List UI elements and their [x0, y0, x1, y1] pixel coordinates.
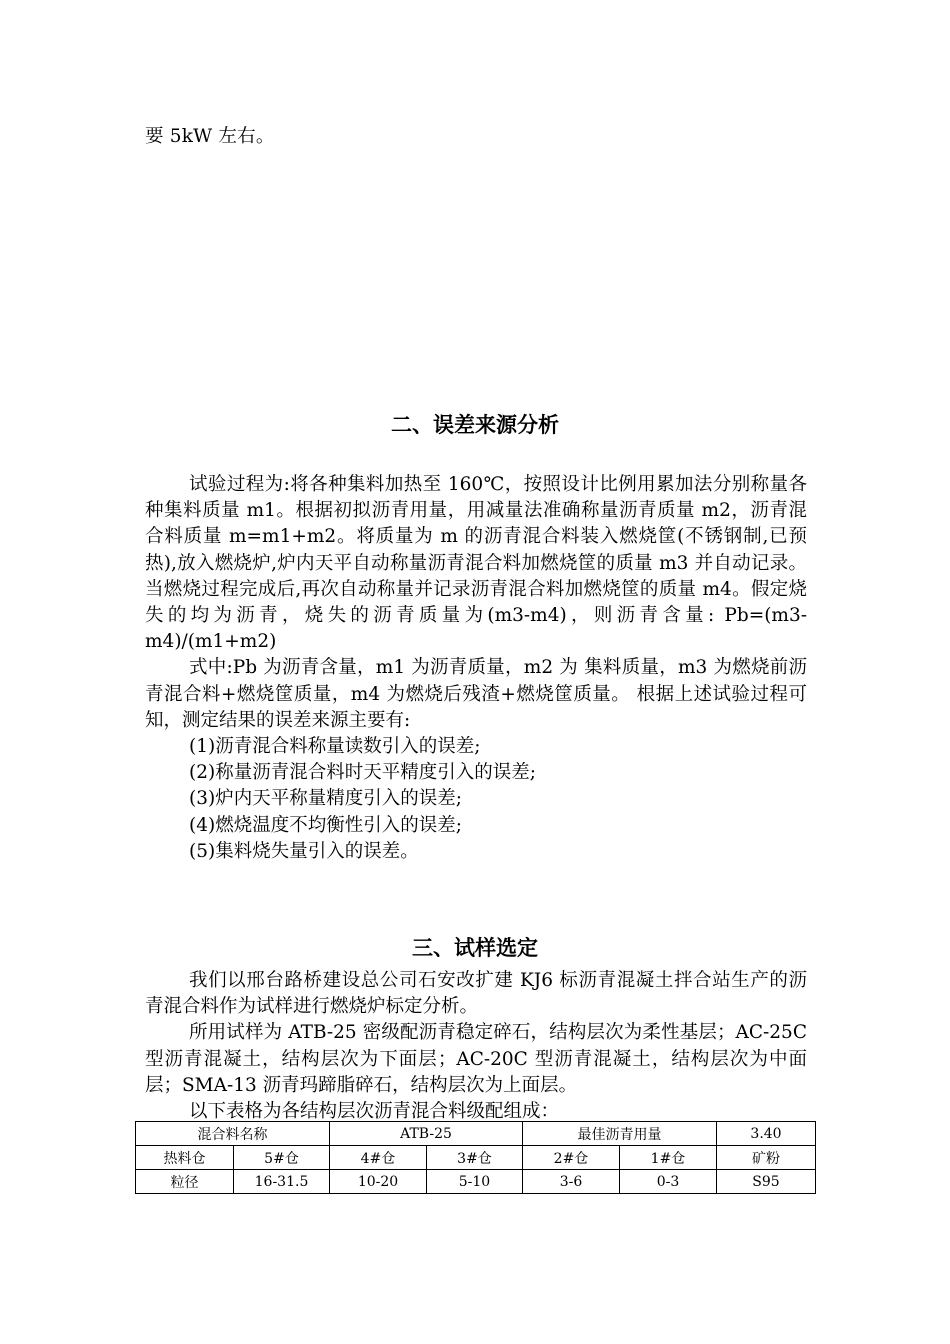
mix-name-label-cell: 混合料名称: [136, 1122, 330, 1146]
table-cell: 4#仓: [330, 1146, 427, 1170]
paragraph-test-process: 试验过程为:将各种集料加热至 160℃，按照设计比例用累加法分别称量各种集料质量 m1。根据初拟沥青用量，用减量法准确称量沥青质量 m2，沥青混合料质量 m=m1+m2。将质量为 m 的沥青混合料装入燃烧筐(不锈钢制,已预热),放入燃烧炉,炉内天平自动称量沥青混合料加燃烧筐的质量 m3 并自动记录。当燃烧过程完成后,再次自动称量并记录沥青混合料加燃烧筐的质量 m4。假定烧失的均为沥青，烧失的沥青质量为(m3-m4)，则沥青含量: Pb=(m3-m4)/(m1+m2): [145, 474, 807, 653]
best-asphalt-label-cell: 最佳沥青用量: [523, 1122, 717, 1146]
table-cell: 粒径: [136, 1170, 234, 1194]
gradation-table: [135, 1121, 816, 1194]
table-cell: 3-6: [523, 1170, 620, 1194]
table-cell: 0-3: [620, 1170, 717, 1194]
table-cell: 5-10: [427, 1170, 523, 1194]
mix-name-value-cell: ATB-25: [330, 1122, 523, 1146]
paragraph-sample-source: 我们以邢台路桥建设总公司石安改扩建 KJ6 标沥青混凝土拌合站生产的沥青混合料作为试样进行燃烧炉标定分析。: [145, 970, 807, 1018]
paragraph-sample-types: 所用试样为 ATB-25 密级配沥青稳定碎石，结构层次为柔性基层；AC-25C 型沥青混凝土，结构层次为下面层；AC-20C 型沥青混凝土，结构层次为中面层；SMA-13 沥青玛蹄脂碎石，结构层次为上面层。: [145, 1022, 807, 1096]
error-source-item: (1)沥青混合料称量读数引入的误差;: [189, 736, 481, 758]
table-cell: 5#仓: [234, 1146, 330, 1170]
paragraph-formula-explanation: 式中:Pb 为沥青含量，m1 为沥青质量，m2 为 集料质量，m3 为燃烧前沥青混合料+燃烧筐质量，m4 为燃烧后残渣+燃烧筐质量。 根据上述试验过程可知，测定结果的误差来源主要有:: [145, 657, 807, 731]
paragraph-table-intro: 以下表格为各结构层次沥青混合料级配组成：: [189, 1101, 560, 1123]
table-cell: 2#仓: [523, 1146, 620, 1170]
error-source-item: (4)燃烧温度不均衡性引入的误差;: [189, 814, 462, 836]
table-row-mix-info: [136, 1122, 816, 1146]
section-error-sources-body: [145, 472, 807, 865]
section-heading-error-sources: 二、误差来源分析: [391, 413, 559, 437]
error-source-item: (3)炉内天平称量精度引入的误差;: [189, 788, 462, 810]
section-sample-selection-body: [145, 968, 807, 1125]
error-source-item: (5)集料烧失量引入的误差。: [189, 840, 419, 862]
table-cell: 热料仓: [136, 1146, 234, 1170]
best-asphalt-value-cell: 3.40: [717, 1122, 816, 1146]
section-heading-sample-selection: 三、试样选定: [412, 936, 538, 960]
table-cell: 矿粉: [717, 1146, 816, 1170]
table-cell: S95: [717, 1170, 816, 1194]
table-row-bins: [136, 1146, 816, 1170]
error-source-item: (2)称量沥青混合料时天平精度引入的误差;: [189, 762, 536, 784]
table-cell: 10-20: [330, 1170, 427, 1194]
continuation-line: 要 5kW 左右。: [145, 126, 275, 147]
table-cell: 16-31.5: [234, 1170, 330, 1194]
table-row-particle-sizes: [136, 1170, 816, 1194]
table-cell: 1#仓: [620, 1146, 717, 1170]
table-cell: 3#仓: [427, 1146, 523, 1170]
